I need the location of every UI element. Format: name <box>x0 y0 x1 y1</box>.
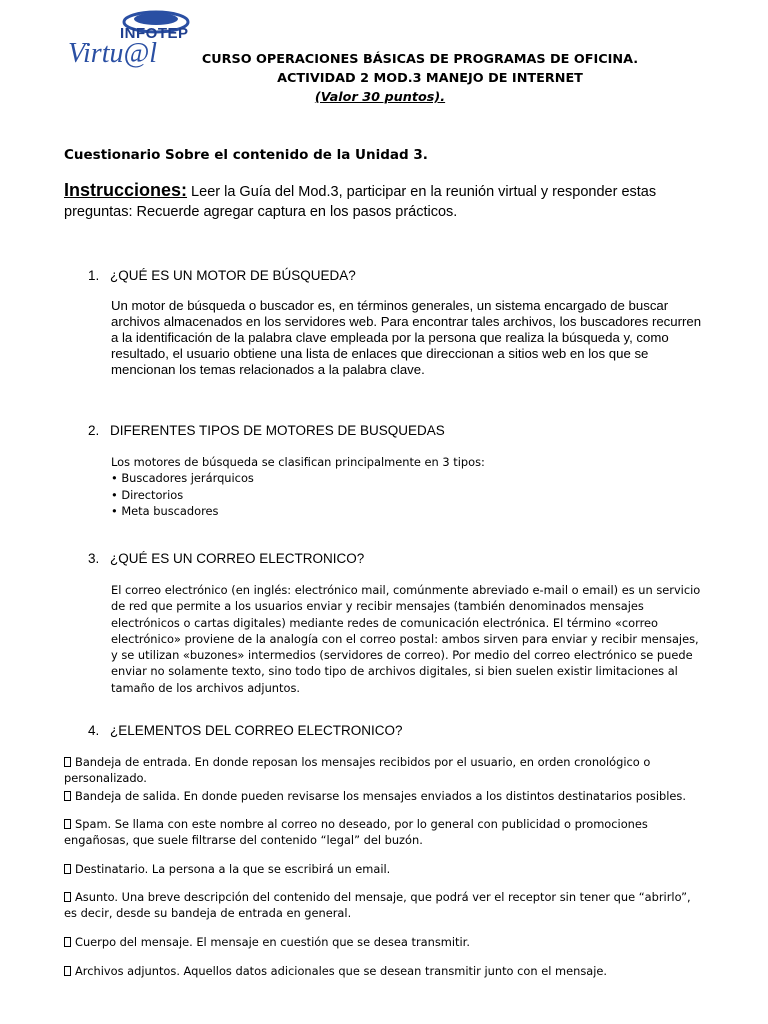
list-item: • Meta buscadores <box>111 503 219 518</box>
question-title: ¿QUÉ ES UN CORREO ELECTRONICO? <box>110 551 365 566</box>
instructions <box>64 180 714 222</box>
bullet-box-icon <box>64 864 71 874</box>
activity-title: ACTIVIDAD 2 MOD.3 MANEJO DE INTERNET <box>277 71 583 86</box>
question-3-heading <box>88 551 364 566</box>
email-element-text: Asunto. Una breve descripción del contenido del mensaje, que podrá ver el receptor sin tener que “abrirlo”, es decir, desde su bandeja de entrada en general. <box>64 890 691 921</box>
email-element-text: Destinatario. La persona a la que se escribirá un email. <box>75 862 391 876</box>
bullet-box-icon <box>64 791 71 801</box>
question-number: 2. <box>88 423 100 438</box>
bullet-box-icon <box>64 757 71 767</box>
points-value: (Valor 30 puntos). <box>314 90 446 105</box>
question-4-heading <box>88 723 403 738</box>
email-element-item <box>64 861 704 877</box>
infotep-logo <box>64 6 194 68</box>
question-title: ¿QUÉ ES UN MOTOR DE BÚSQUEDA? <box>110 268 356 283</box>
question-3-answer: El correo electrónico (en inglés: electrónico mail, comúnmente abreviado e-mail o email) es un servicio de red que permite a los usuarios enviar y recibir mensajes (también denominados mensajes electrónicos o cartas digitales) mediante redes de comunicación electrónica. El término «correo electrónico» proviene de la analogía con el correo postal: ambos sirven para enviar y recibir mensajes, y se utilizan «buzones» intermedios (servidores de correo). Por medio del correo electrónico se puede enviar no solamente texto, sino todo tipo de archivos digitales, si bien suelen existir limitaciones al tamaño de los archivos adjuntos. <box>111 583 701 695</box>
logo-brand-bottom: Virtu@l <box>68 38 158 68</box>
question-2-intro: Los motores de búsqueda se clasifican principalmente en 3 tipos: <box>111 455 485 469</box>
question-2-answer <box>111 454 711 519</box>
logo-graphic <box>64 6 194 68</box>
email-element-item <box>64 816 704 849</box>
search-engine-types-list <box>111 470 711 519</box>
bullet-box-icon <box>64 966 71 976</box>
question-2-heading <box>88 423 445 438</box>
email-element-text: Bandeja de entrada. En donde reposan los mensajes recibidos por el usuario, en orden cronológico o personalizado. <box>64 755 651 786</box>
bullet-box-icon <box>64 892 71 902</box>
email-element-item <box>64 788 704 804</box>
email-element-item <box>64 889 704 922</box>
email-element-text: Bandeja de salida. En donde pueden revisarse los mensajes enviados a los distintos destinatarios posibles. <box>75 789 686 803</box>
question-title: DIFERENTES TIPOS DE MOTORES DE BUSQUEDAS <box>110 423 445 438</box>
email-element-item <box>64 963 704 979</box>
email-element-text: Spam. Se llama con este nombre al correo no deseado, por lo general con publicidad o promociones engañosas, que suele filtrarse del contenido “legal” del buzón. <box>64 817 648 848</box>
question-number: 1. <box>88 268 100 283</box>
logo-brand-top: INFOTEP <box>120 25 189 42</box>
question-title: ¿ELEMENTOS DEL CORREO ELECTRONICO? <box>110 723 403 738</box>
instructions-label: Instrucciones: <box>64 180 188 200</box>
email-element-item <box>64 754 704 787</box>
email-element-text: Archivos adjuntos. Aquellos datos adicionales que se desean transmitir junto con el mensaje. <box>75 964 608 978</box>
list-item: • Directorios <box>111 487 184 502</box>
email-element-item <box>64 934 704 950</box>
instructions-text: Leer la Guía del Mod.3, participar en la reunión virtual y responder estas preguntas: Recuerde agregar captura en los pasos prácticos. <box>64 184 657 220</box>
bullet-box-icon <box>64 819 71 829</box>
email-element-text: Cuerpo del mensaje. El mensaje en cuestión que se desea transmitir. <box>75 935 470 949</box>
questionnaire-subtitle: Cuestionario Sobre el contenido de la Unidad 3. <box>64 147 428 163</box>
list-item: • Buscadores jerárquicos <box>111 471 254 486</box>
question-1-answer: Un motor de búsqueda o buscador es, en términos generales, un sistema encargado de buscar archivos almacenados en los servidores web. Para encontrar tales archivos, los buscadores recurren a la identificación de la palabra clave empleada por la persona que realiza la búsqueda y, como resultado, el usuario obtiene una lista de enlaces que direccionan a sitios web en los que se mencionan los temas relacionados a la palabra clave. <box>111 298 702 377</box>
question-number: 4. <box>88 723 100 738</box>
course-title: CURSO OPERACIONES BÁSICAS DE PROGRAMAS DE OFICINA. <box>201 52 639 67</box>
question-1-heading <box>88 268 356 283</box>
bullet-box-icon <box>64 937 71 947</box>
question-number: 3. <box>88 551 100 566</box>
